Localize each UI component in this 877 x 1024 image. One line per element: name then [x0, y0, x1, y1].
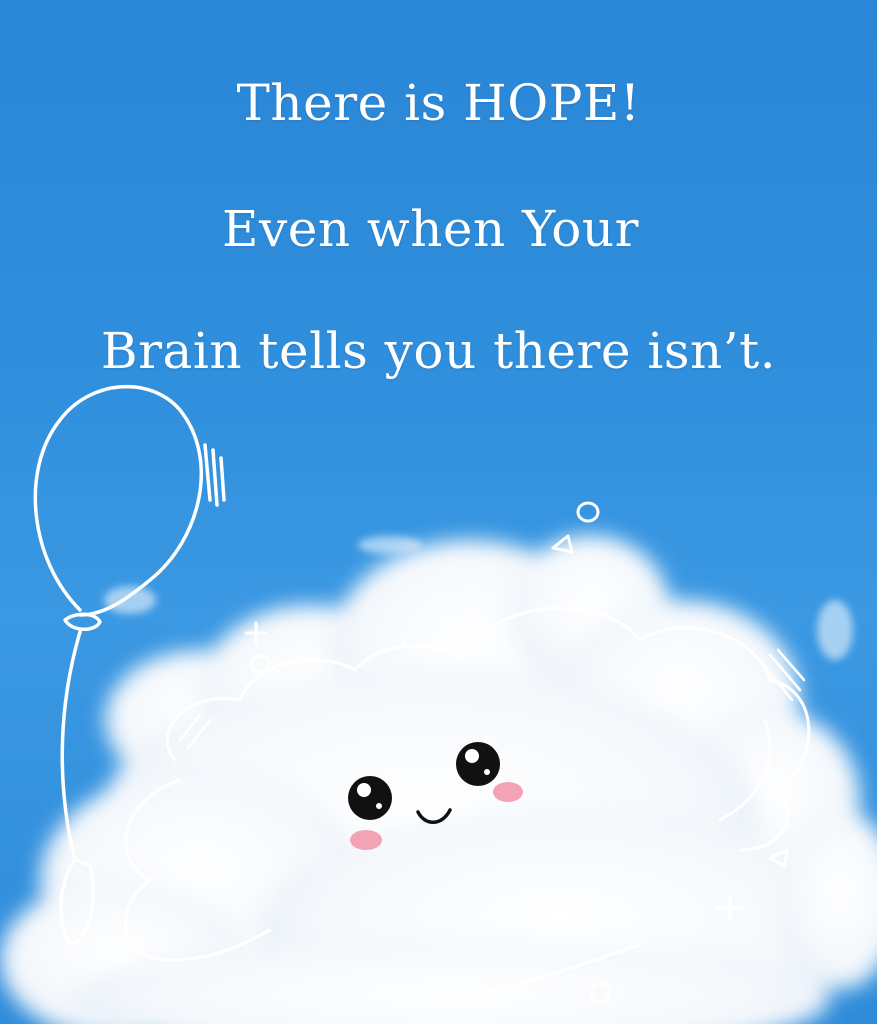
right-eye: [456, 742, 500, 786]
quote-line-2: Even when Your: [222, 200, 639, 258]
quote-line-1: There is HOPE!: [236, 74, 641, 132]
quote-line-3: Brain tells you there isn’t.: [100, 322, 777, 380]
left-cheek: [350, 830, 382, 850]
left-eye: [348, 776, 392, 820]
hope-quote: [0, 0, 877, 420]
right-cheek: [493, 782, 523, 802]
